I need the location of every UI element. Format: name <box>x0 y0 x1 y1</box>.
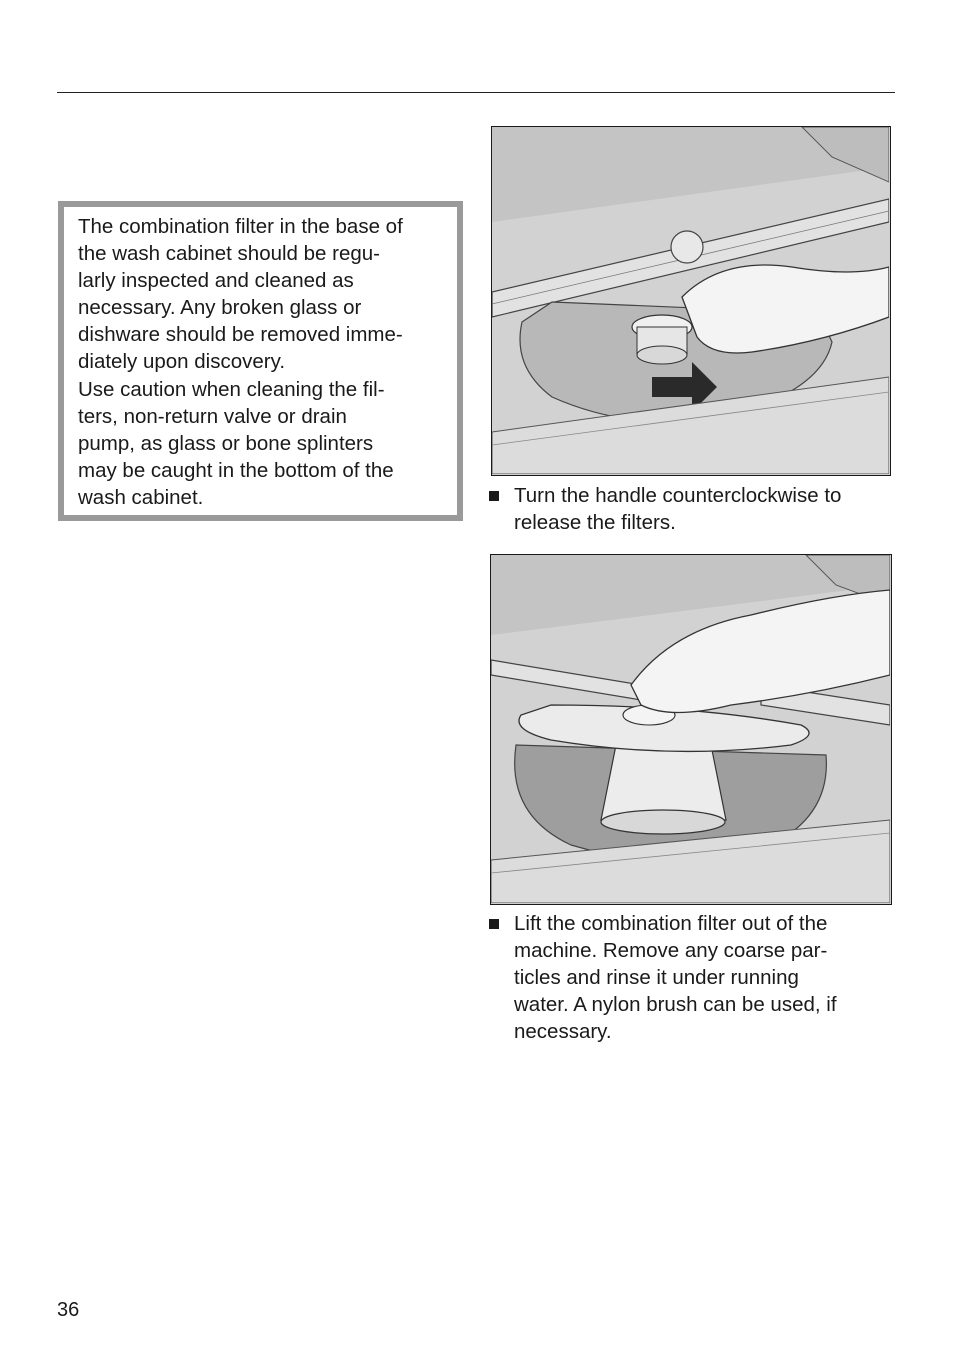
lift-filter-illustration <box>490 554 892 905</box>
bullet-icon <box>489 491 499 501</box>
step-lift-filter <box>489 910 899 1050</box>
filter-handle-illustration <box>491 126 891 476</box>
step-text: Turn the handle counterclockwise to release the filters. <box>514 484 842 535</box>
bullet-icon <box>489 919 499 929</box>
header-rule <box>57 92 895 93</box>
warning-text: The combination filter in the base of the wash cabinet should be regu- larly inspected and cleaned as necessary. Any broken glass or dishware should be removed imme- diately upon discovery. Use caution when cleaning the fil- ters, non-return valve or drain pump, as glass or bone splinters may be caught in the bottom of the wash cabinet. <box>78 215 403 509</box>
step-turn-handle <box>489 482 899 542</box>
warning-box <box>58 201 463 521</box>
step-text: Lift the combination filter out of the machine. Remove any coarse par- ticles and rinse it under running water. A nylon brush can be used, if necessary. <box>514 912 837 1044</box>
page-number: 36 <box>57 1299 80 1321</box>
